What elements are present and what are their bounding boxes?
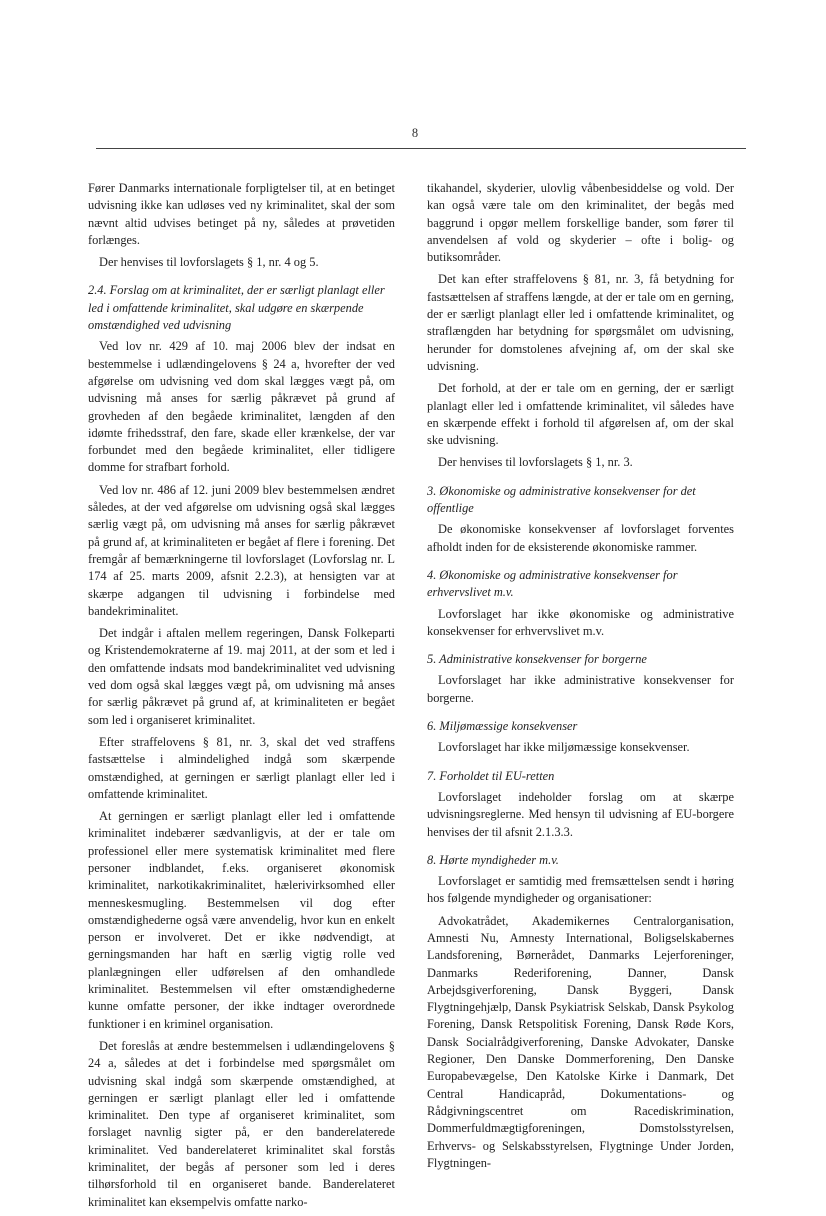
header-rule [96,148,746,149]
section-heading: 6. Miljømæssige konsekvenser [427,719,578,734]
body-paragraph: Det forhold, at der er tale om en gerning, der er særligt planlagt eller led i omfattende kriminalitet, vil således have en skærpende effekt i forhold til afgørelsen af, om der skal ske udvisning. [427,381,734,448]
body-paragraph: Lovforslaget har ikke administrative konsekvenser for borgerne. [427,673,734,705]
body-paragraph: Det indgår i aftalen mellem regeringen, Dansk Folkeparti og Kristendemokraterne af 19. maj 2011, at der som et led i den omfattende indsats mod bandekriminalitet ved udvisning ved dom også skal lægges vægt på, om udvisning må anses for særlig påkrævet på grund af, at kriminaliteten er begået som led i organiseret kriminalitet. [88,626,395,727]
body-paragraph: Advokatrådet, Akademikernes Centralorganisation, Amnesti Nu, Amnesty International, Boligselskabernes Landsforening, Børnerådet, Danmarks Lejerforeninger, Danmarks Rederiforening, Danner, Dansk Arbejdsgiverforening, Dansk Byggeri, Dansk Flygtningehjælp, Dansk Psykiatrisk Selskab, Dansk Psykolog Forening, Dansk Retspolitisk Forening, Dansk Røde Kors, Dansk Socialrådgiverforening, Danske Advokater, Danske Regioner, Den Danske Dommerforening, Den Danske Europabevægelse, Den Katolske Kirke i Danmark, Det Central Handicapråd, Dokumentations- og Rådgivningscentret om Racediskrimination, Dommerfuldmægtigforeningen, Domstolsstyrelsen, Erhvervs- og Selskabsstyrelsen, Flygtninge Under Jorden, Flygtningen- [427,913,734,1170]
section-heading: 3. Økonomiske og administrative konsekvenser for det offentlige [427,483,696,516]
right-column [427,180,734,1177]
section-heading: 8. Hørte myndigheder m.v. [427,852,559,867]
section-heading: 2.4. Forslag om at kriminalitet, der er særligt planlagt eller led i omfattende kriminalitet, skal udgøre en skærpende omstændighed ved udvisning [88,283,385,333]
body-paragraph: Det foreslås at ændre bestemmelsen i udlændingelovens § 24 a, således at det i forbindelse med spørgsmålet om udvisning skal indgå som skærpende omstændighed, at gerningen er særligt planlagt eller led i omfattende kriminalitet. Den type af organiseret kriminalitet, som forslaget navnlig sigter på, er den banderelaterede kriminalitet. Ved banderelateret kriminalitet skal forstås kriminalitet, der begås af personer som led i deres tilhørsforhold til en organiseret bande. Banderelateret kriminalitet kan eksempelvis omfatte narko- [88,1038,395,1209]
body-paragraph: Lovforslaget har ikke økonomiske og administrative konsekvenser for erhvervslivet m.v. [427,606,734,638]
body-paragraph: Lovforslaget indeholder forslag om at skærpe udvisningsreglerne. Med hensyn til udvisning af EU-borgere henvises der til afsnit 2.1.3.3. [427,789,734,839]
body-paragraph: Fører Danmarks internationale forpligtelser til, at en betinget udvisning ikke kan udløses ved ny kriminalitet, skal der som nævnt altid udvises betinget på ny, således at prøvetiden forlænges. [88,181,395,247]
body-paragraph: Ved lov nr. 429 af 10. maj 2006 blev der indsat en bestemmelse i udlændingelovens § 24 a, hvorefter der ved afgørelse om udvisning ved dom skal lægges vægt på, om udvisning må anses for særlig påkrævet på grund af grovheden af den begåede kriminalitet, længden af den idømte frihedsstraf, den fare, skade eller krænkelse, der var forbundet med den begåede kriminalitet, eller tidligere domme for strafbart forhold. [88,339,395,475]
left-column [88,180,395,1216]
body-paragraph: tikahandel, skyderier, ulovlig våbenbesiddelse og vold. Der kan også være tale om den kriminalitet, der begås med baggrund i opgør mellem forskellige bander, som fører til anvendelsen af vold og skyderier – ofte i bolig- og butiksområder. [427,181,734,265]
section-heading: 7. Forholdet til EU-retten [427,768,555,783]
body-paragraph: Der henvises til lovforslagets § 1, nr. 4 og 5. [99,255,319,270]
page-number: 8 [411,126,419,140]
section-heading: 5. Administrative konsekvenser for borgerne [427,652,647,667]
body-paragraph: At gerningen er særligt planlagt eller led i omfattende kriminalitet indebærer sædvanligvis, at der er tale om professionel eller mere systematisk kriminalitet med flere personer indblandet, f.eks. organiseret økonomisk kriminalitet, narkotikakriminalitet, hælerivirksomhed eller menneskesmugling. Bestemmelsen vil dog efter omstændighederne også være anvendelig, hvor kun en enkelt person er involveret. Det er ikke nødvendigt, at gerningsmanden har haft en særlig vigtig rolle ved planlægningen eller udførelsen af den omhandlede kriminalitet. Bestemmelsen vil efter omstændighederne kunne omfatte personer, der ikke indtager overordnede funktioner i en kriminel organisation. [88,809,395,1031]
body-paragraph: Lovforslaget er samtidig med fremsættelsen sendt i høring hos følgende myndigheder og organisationer: [427,874,734,906]
body-paragraph: Der henvises til lovforslagets § 1, nr. 3. [438,455,633,470]
section-heading: 4. Økonomiske og administrative konsekvenser for erhvervslivet m.v. [427,567,678,600]
body-paragraph: Det kan efter straffelovens § 81, nr. 3, få betydning for fastsættelsen af straffens længde, at der er tale om en gerning, der er særligt planlagt eller led i omfattende kriminalitet, og straflængden har betydning for spørgsmålet om udvisning, herunder for domstolenes afvejning af, om der skal ske udvisning. [427,272,734,373]
body-paragraph: Ved lov nr. 486 af 12. juni 2009 blev bestemmelsen ændret således, at der ved afgørelse om udvisning også skal lægges særlig vægt på, om udvisning må anses for særlig påkrævet på grund af, at kriminaliteten er begået af flere i forening. Det fremgår af bemærkningerne til lovforslaget (Lovforslag nr. L 174 af 25. marts 2009, afsnit 2.2.3), at hensigten var at skærpe adgangen til udvisning i forbindelse med bandekriminalitet. [88,482,395,618]
body-paragraph: De økonomiske konsekvenser af lovforslaget forventes afholdt inden for de eksisterende økonomiske rammer. [427,522,734,554]
body-paragraph: Efter straffelovens § 81, nr. 3, skal det ved straffens fastsættelse i almindelighed indgå som skærpende omstændighed, at gerningen er særligt planlagt eller led i omfattende kriminalitet. [88,734,395,801]
body-paragraph: Lovforslaget har ikke miljømæssige konsekvenser. [438,740,690,755]
